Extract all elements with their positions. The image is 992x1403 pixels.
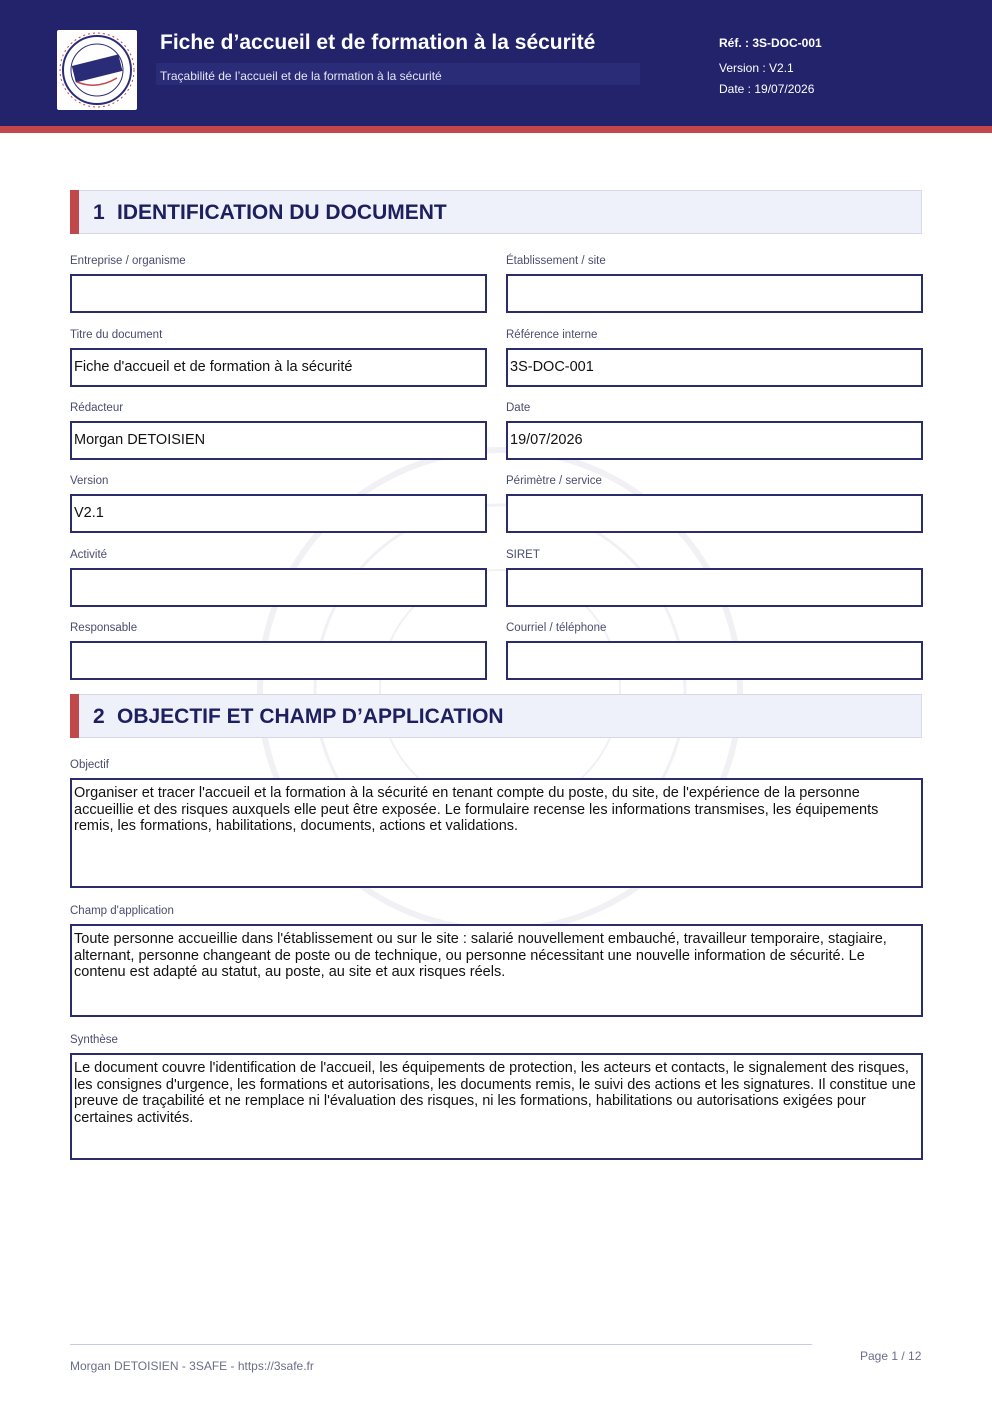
responsable-field[interactable] xyxy=(70,641,487,680)
field-label-redacteur: Rédacteur xyxy=(70,402,124,414)
field-label-perimetre: Périmètre / service xyxy=(506,475,602,487)
champ-application-textarea[interactable]: Toute personne accueillie dans l'établissement ou sur le site : salarié nouvellement embauché, travailleur temporaire, stagiaire, alternant, personne changeant de poste ou de technique, ou personne nécessitant une nouvelle information de sécurité. Le contenu est adapté au statut, au poste, au site et aux risques réels. xyxy=(70,924,923,1017)
section-number: 1 xyxy=(93,201,105,224)
field-label-objectif: Objectif xyxy=(70,759,109,771)
reference-interne-field[interactable]: 3S-DOC-001 xyxy=(506,348,923,387)
document-date: Date : 19/07/2026 xyxy=(719,82,815,96)
seal-logo-icon xyxy=(57,30,137,110)
activite-field[interactable] xyxy=(70,568,487,607)
section-identification-header xyxy=(70,190,922,234)
field-label-activite: Activité xyxy=(70,549,108,561)
siret-field[interactable] xyxy=(506,568,923,607)
header-accent-stripe xyxy=(0,126,992,133)
section-number: 2 xyxy=(93,705,105,728)
courriel-telephone-field[interactable] xyxy=(506,641,923,680)
footer-credits: Morgan DETOISIEN - 3SAFE - https://3safe.fr xyxy=(70,1359,314,1373)
etablissement-field[interactable] xyxy=(506,274,923,313)
document-subtitle: Traçabilité de l’accueil et de la formation à la sécurité xyxy=(160,69,442,83)
field-label-entreprise: Entreprise / organisme xyxy=(70,255,186,267)
version-field[interactable]: V2.1 xyxy=(70,494,487,533)
field-label-courriel: Courriel / téléphone xyxy=(506,622,607,634)
field-label-responsable: Responsable xyxy=(70,622,138,634)
section-accent-bar xyxy=(70,694,79,738)
synthese-textarea[interactable]: Le document couvre l'identification de l'accueil, les équipements de protection, les acteurs et contacts, le signalement des risques, les consignes d'urgence, les formations et autorisations, les documents remis, le suivi des actions et les signatures. Il constitue une preuve de traçabilité et ne remplace ni l'évaluation des risques, ni les formations, habilitations ou autorisations exigées pour certaines activités. xyxy=(70,1053,923,1160)
field-label-siret: SIRET xyxy=(506,549,540,561)
section-title: IDENTIFICATION DU DOCUMENT xyxy=(117,201,447,224)
document-title: Fiche d’accueil et de formation à la sécurité xyxy=(160,31,596,54)
company-logo xyxy=(57,30,137,110)
section-accent-bar xyxy=(70,190,79,234)
document-version: Version : V2.1 xyxy=(719,61,794,75)
field-label-champ: Champ d'application xyxy=(70,905,174,917)
perimetre-field[interactable] xyxy=(506,494,923,533)
date-field[interactable]: 19/07/2026 xyxy=(506,421,923,460)
redacteur-field[interactable]: Morgan DETOISIEN xyxy=(70,421,487,460)
field-label-etablissement: Établissement / site xyxy=(506,255,606,267)
entreprise-field[interactable] xyxy=(70,274,487,313)
document-reference: Réf. : 3S-DOC-001 xyxy=(719,36,822,50)
titre-document-field[interactable]: Fiche d'accueil et de formation à la sécurité xyxy=(70,348,487,387)
objectif-textarea[interactable]: Organiser et tracer l'accueil et la formation à la sécurité en tenant compte du poste, du site, de l'expérience de la personne accueillie et des risques auxquels elle peut être exposée. Le formulaire recense les informations transmises, les équipements remis, les formations, habilitations, documents, actions et validations. xyxy=(70,778,923,888)
field-label-synthese: Synthèse xyxy=(70,1034,118,1046)
page-number: Page 1 / 12 xyxy=(860,1349,922,1363)
field-label-version: Version xyxy=(70,475,109,487)
field-label-date: Date xyxy=(506,402,531,414)
field-label-titre: Titre du document xyxy=(70,329,163,341)
footer-divider xyxy=(70,1344,812,1345)
field-label-reference: Référence interne xyxy=(506,329,598,341)
section-title: OBJECTIF ET CHAMP D’APPLICATION xyxy=(117,705,504,728)
section-objectif-header xyxy=(70,694,922,738)
